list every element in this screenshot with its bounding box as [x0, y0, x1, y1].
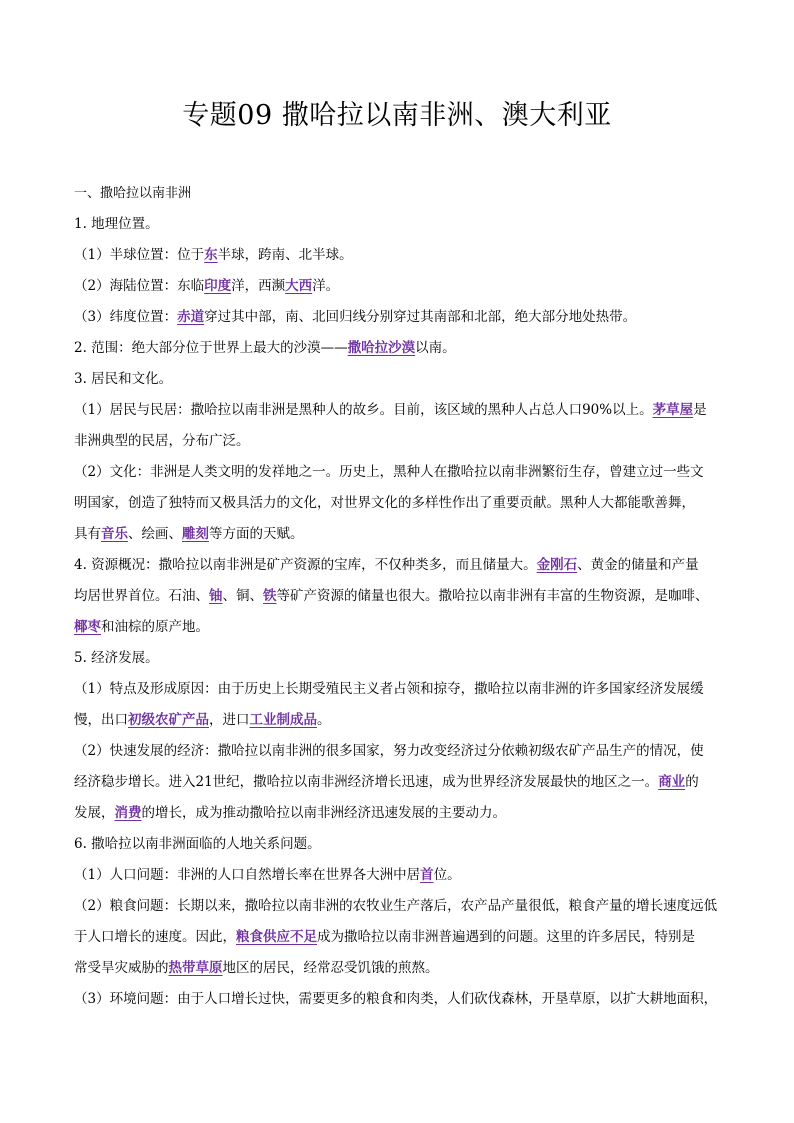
keyword-answer: 音乐 [101, 526, 128, 542]
text-line [74, 209, 724, 240]
text-run: （3）纬度位置： [74, 309, 178, 325]
text-run: 常受旱灾威胁的 [74, 960, 169, 976]
text-run: 洋，西濒 [231, 278, 286, 294]
document-title: 专题09 撒哈拉以南非洲、澳大利亚 [182, 100, 612, 131]
keyword-answer: 雕刻 [182, 526, 209, 542]
text-run: 。 [317, 712, 331, 728]
text-line [74, 643, 724, 674]
text-run: 慢，出口 [74, 712, 128, 728]
text-run: ，进口 [209, 712, 250, 728]
text-run: 发展， [74, 805, 115, 821]
text-run: 均居世界首位。石油、 [74, 588, 209, 604]
text-run: 洋。 [312, 278, 340, 294]
text-line [74, 705, 724, 736]
text-run: 1. 地理位置。 [74, 216, 159, 232]
text-run: 、铜、 [222, 588, 263, 604]
section-heading [74, 178, 724, 209]
text-run: 和油棕的原产地。 [101, 619, 209, 635]
keyword-answer: 首 [420, 867, 434, 883]
text-line [74, 891, 724, 922]
keyword-answer: 商业 [658, 774, 686, 790]
text-line [74, 798, 724, 829]
text-line [74, 984, 724, 1015]
text-run: （2）海陆位置：东临 [74, 278, 205, 294]
text-line [74, 612, 724, 643]
text-line [74, 364, 724, 395]
text-run: （2）文化：非洲是人类文明的发祥地之一。历史上，黑种人在撒哈拉以南非洲繁衍生存，曾建立过一些文 [74, 464, 704, 480]
text-run: 5. 经济发展。 [74, 650, 159, 666]
text-run: 2. 范围：绝大部分位于世界上最大的沙漠—— [74, 340, 348, 356]
text-run: 具有 [74, 526, 101, 542]
text-line [74, 674, 724, 705]
text-run: 的增长，成为推动撒哈拉以南非洲经济迅速发展的主要动力。 [141, 805, 506, 821]
text-run: 3. 居民和文化。 [74, 371, 173, 387]
text-line [74, 953, 724, 984]
text-run: 穿过其中部，南、北回归线分别穿过其南部和北部，绝大部分地处热带。 [204, 309, 637, 325]
text-line [74, 767, 724, 798]
text-run: 成为撒哈拉以南非洲普遍遇到的问题。这里的许多居民，特别是 [317, 929, 695, 945]
text-line [74, 860, 724, 891]
text-run: 的 [685, 774, 699, 790]
keyword-answer: 粮食供应不足 [236, 929, 317, 945]
text-run: （1）居民与民居：撒哈拉以南非洲是黑种人的故乡。目前，该区域的黑种人占总人口90%以上。 [74, 402, 653, 418]
keyword-answer: 赤道 [177, 309, 205, 325]
text-run: （2）快速发展的经济：撒哈拉以南非洲的很多国家，努力改变经济过分依赖初级农矿产品生产的情况，使 [74, 743, 704, 759]
text-run: 等方面的天赋。 [209, 526, 304, 542]
text-line [74, 333, 724, 364]
text-run: （2）粮食问题：长期以来，撒哈拉以南非洲的农牧业生产落后，农产品产量很低，粮食产量的增长速度远低 [74, 898, 718, 914]
text-run: 非洲典型的民居，分布广泛。 [74, 433, 250, 449]
keyword-answer: 印度 [204, 278, 232, 294]
document-body [74, 178, 724, 1015]
text-run: 地区的居民，经常忍受饥饿的煎熬。 [222, 960, 439, 976]
keyword-answer: 初级农矿产品 [128, 712, 209, 728]
keyword-answer: 工业制成品 [249, 712, 317, 728]
text-line [74, 426, 724, 457]
keyword-answer: 椰枣 [74, 619, 101, 635]
text-run: 4. 资源概况：撒哈拉以南非洲是矿产资源的宝库，不仅种类多，而且储量大。 [74, 557, 537, 573]
text-run: 是 [693, 402, 707, 418]
text-run: 一、撒哈拉以南非洲 [74, 186, 192, 201]
text-line [74, 271, 724, 302]
text-run: （1）人口问题：非洲的人口自然增长率在世界各大洲中居 [74, 867, 421, 883]
text-line [74, 736, 724, 767]
text-line [74, 395, 724, 426]
text-run: 于人口增长的速度。因此， [74, 929, 236, 945]
keyword-answer: 东 [204, 247, 218, 263]
text-run: 以南。 [415, 340, 456, 356]
text-run: 、黄金的储量和产量 [577, 557, 699, 573]
text-line [74, 457, 724, 488]
keyword-answer: 铀 [209, 588, 223, 604]
text-run: 明国家，创造了独特而又极具活力的文化，对世界文化的多样性作出了重要贡献。黑种人大都能歌善舞， [74, 495, 695, 511]
text-run: 经济稳步增长。进入21世纪，撒哈拉以南非洲经济增长迅速，成为世界经济发展最快的地区之一。 [74, 774, 659, 790]
text-run: 、绘画、 [128, 526, 182, 542]
keyword-answer: 消费 [114, 805, 142, 821]
text-line [74, 581, 724, 612]
keyword-answer: 大西 [285, 278, 313, 294]
text-run: 半球，跨南、北半球。 [217, 247, 353, 263]
text-line [74, 240, 724, 271]
text-line [74, 488, 724, 519]
text-run: （3）环境问题：由于人口增长过快，需要更多的粮食和肉类，人们砍伐森林，开垦草原，以扩大耕地面积， [74, 991, 718, 1007]
text-line [74, 829, 724, 860]
keyword-answer: 撒哈拉沙漠 [347, 340, 416, 356]
text-line [74, 302, 724, 333]
keyword-answer: 铁 [263, 588, 277, 604]
text-run: 位。 [433, 867, 461, 883]
text-line [74, 519, 724, 550]
text-line [74, 922, 724, 953]
keyword-answer: 茅草屋 [652, 402, 694, 418]
text-run: （1）半球位置：位于 [74, 247, 205, 263]
keyword-answer: 金刚石 [536, 557, 578, 573]
text-run: 6. 撒哈拉以南非洲面临的人地关系问题。 [74, 836, 321, 852]
keyword-answer: 热带草原 [168, 960, 223, 976]
text-run: 等矿产资源的储量也很大。撒哈拉以南非洲有丰富的生物资源，是咖啡、 [276, 588, 709, 604]
text-line [74, 550, 724, 581]
text-run: （1）特点及形成原因：由于历史上长期受殖民主义者占领和掠夺，撒哈拉以南非洲的许多国家经济发展缓 [74, 681, 704, 697]
